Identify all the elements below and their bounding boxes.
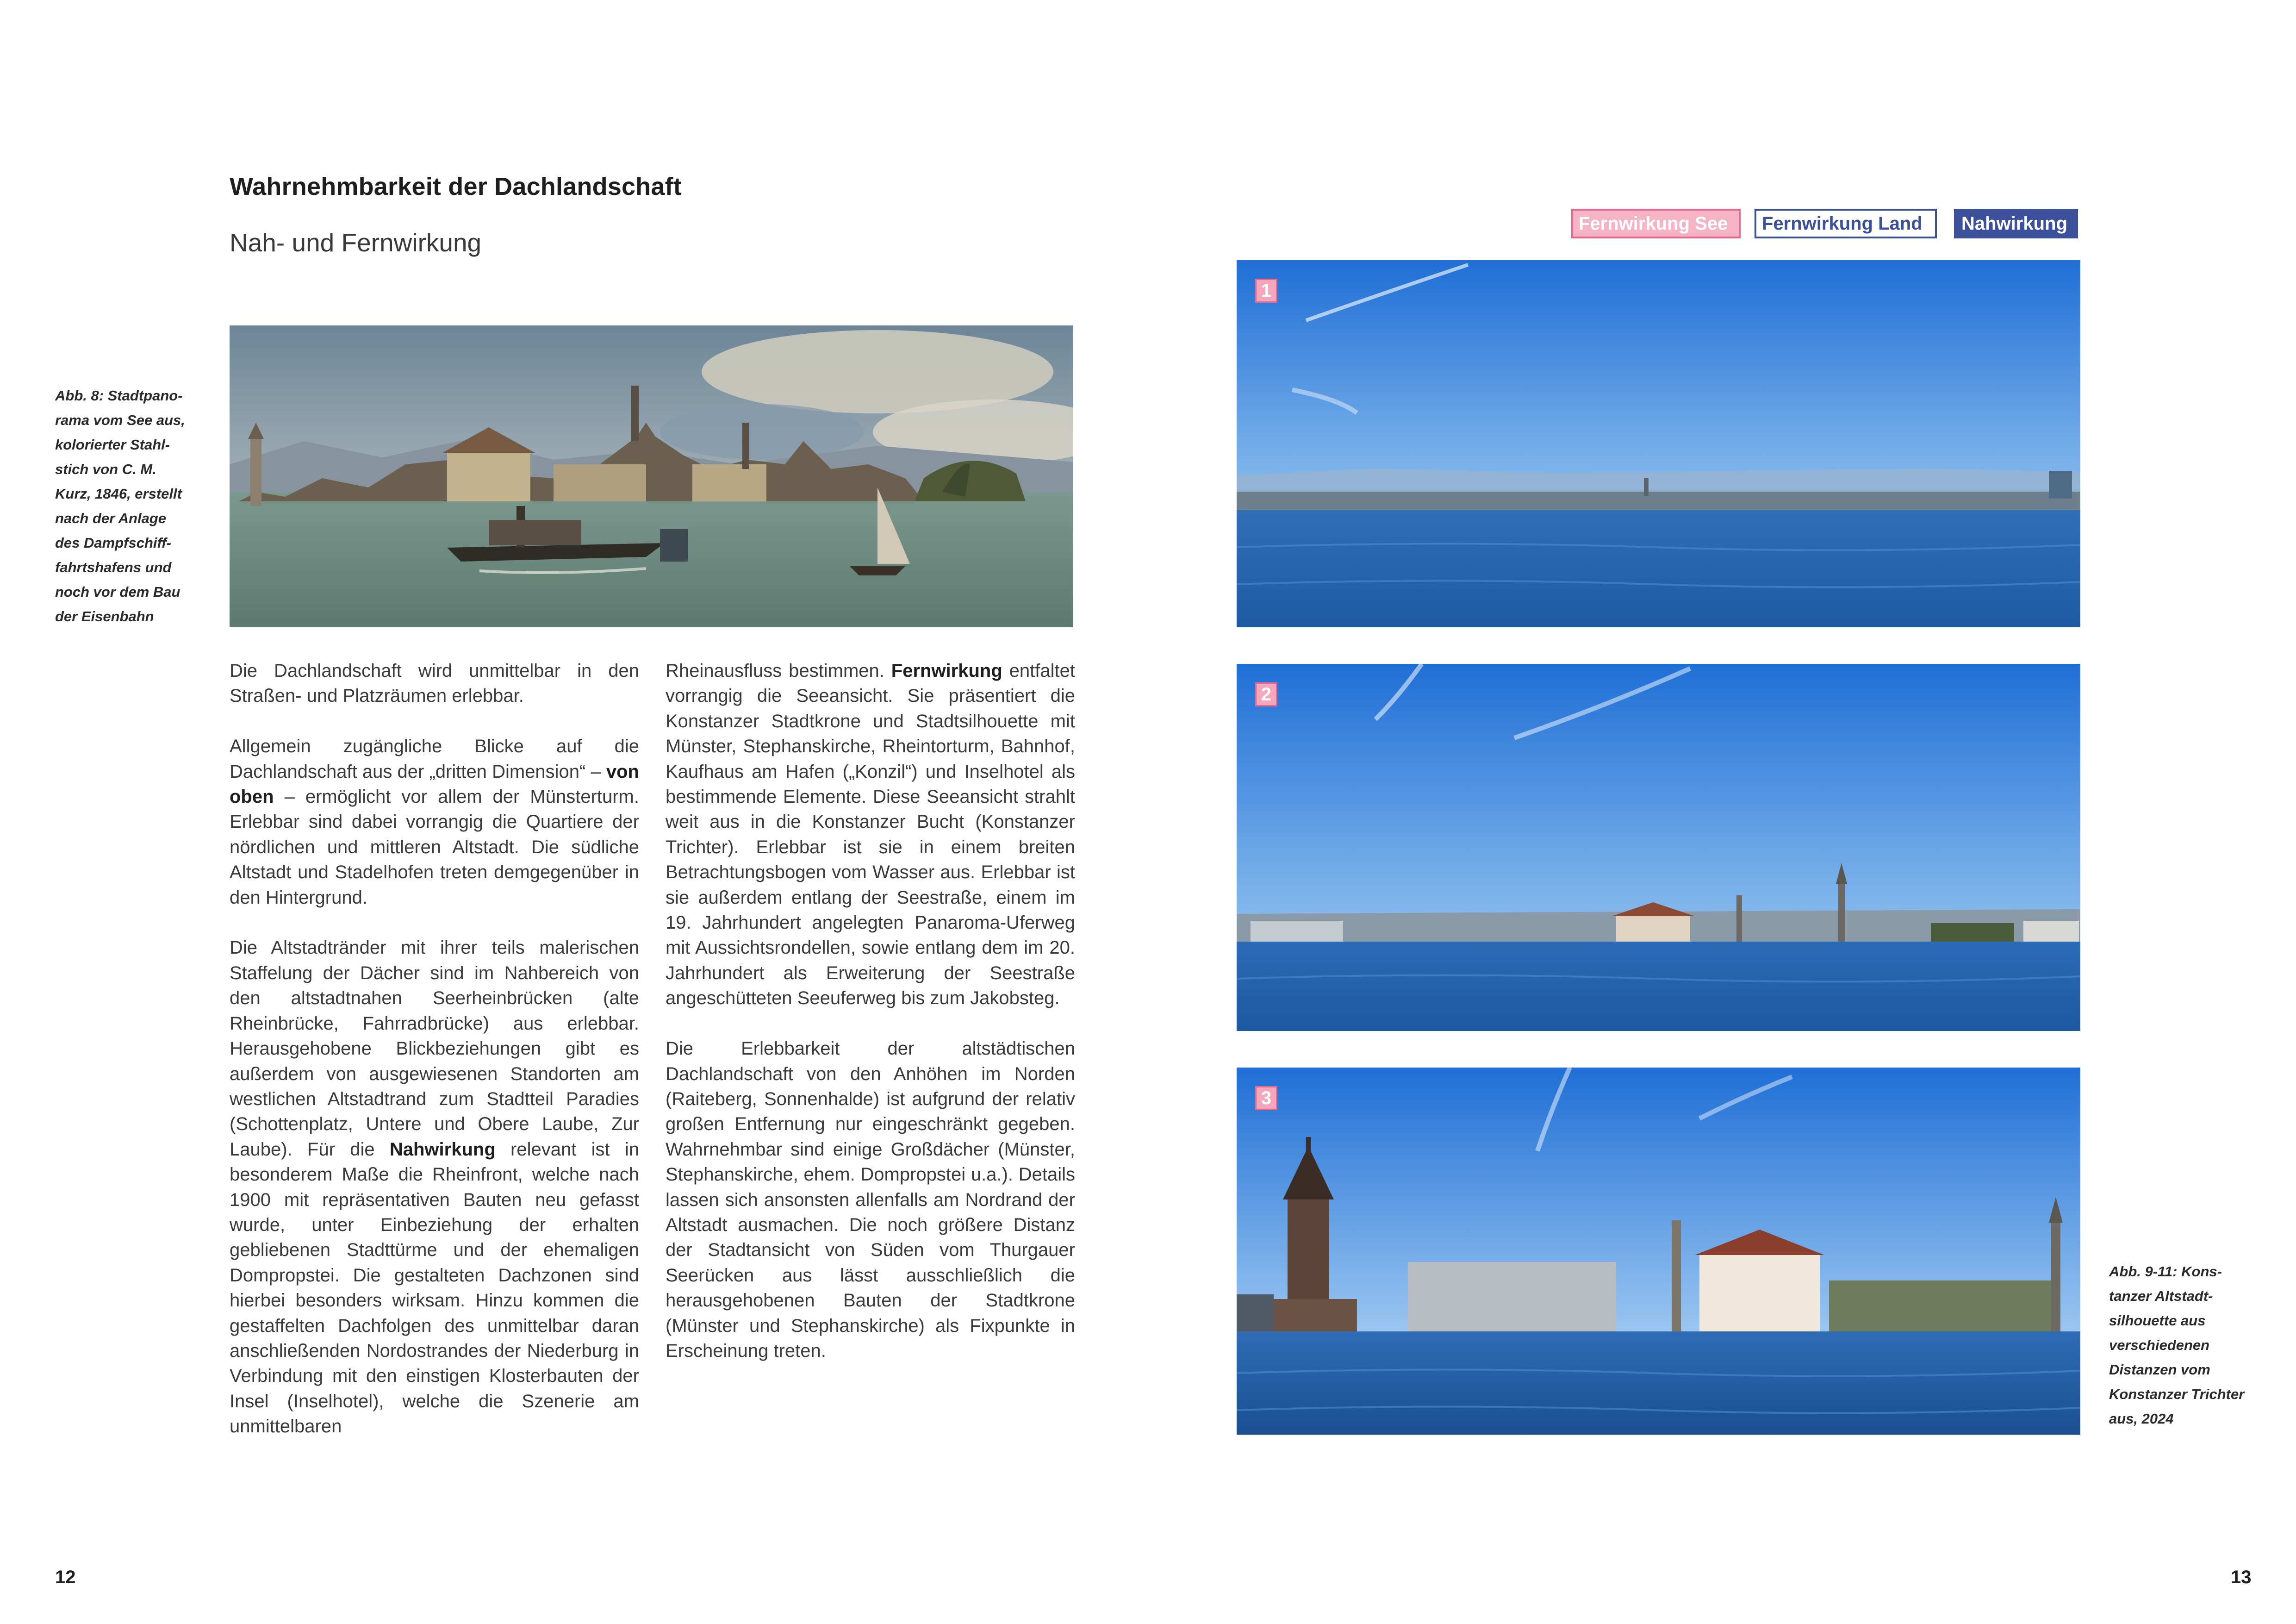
figure-caption-8: Abb. 8: Stadtpano- rama vom See aus, kolorierter Stahl- stich von C. M. Kurz, 1846, erstellt nach der Anlage des Dampfschiff- fahrtshafens und noch vor dem Bau der Eisenbahn: [55, 387, 185, 625]
paragraph-text: entfaltet vorrangig die Seeansicht. Sie präsentiert die Konstanzer Stadtkrone und Stadtsilhouette mit Münster, Stephanskirche, Rheintorturm, Bahnhof, Kaufhaus am Hafen („Konzil“) und Inselhotel als bestimmende Elemente. Diese Seeansicht strahlt weit aus in die Konstanzer Bucht (Konstanzer Trichter). Erlebbar ist sie in einem breiten Betrachtungsbogen vom Wasser aus. Erlebbar ist sie außerdem entlang der Seestraße, einem im 19. Jahrhundert angelegten Panaroma-Uferweg mit Aussichtsrondellen, sowie entlang dem im 20. Jahrhundert als Erweiterung der Seestraße angeschütteten Seeuferweg bis zum Jakobsteg. Die Erlebbarkeit der altstädtischen Dachlandschaft von den Anhöhen im Norden (Raiteberg, Sonnenhalde) ist aufgrund der relativ großen Entfernung nur eingeschränkt gegeben. Wahrnehmbar sind einige Großdächer (Münster, Stephanskirche, ehem. Dompropstei u.a.). Details lassen sich ansonsten allenfalls am Nordrand der Altstadt ausmachen. Die noch größere Distanz der Stadtansicht von Süden vom Thurgauer Seerücken aus lässt ausschließlich die herausgehobenen Bauten der Stadtkrone (Münster und Stephanskirche) als Fixpunkte in Erscheinung treten.: [666, 661, 1076, 1361]
emphasis-text: von oben: [230, 761, 639, 807]
page-title: Wahrnehmbarkeit der Dachlandschaft: [230, 173, 682, 200]
photo-badge-3: 3: [1255, 1086, 1277, 1110]
emphasis-text: Fernwirkung: [891, 661, 1002, 681]
emphasis-text: Nahwirkung: [389, 1139, 496, 1160]
paragraph-text: Rheinausfluss bestimmen.: [666, 661, 891, 681]
body-text-column-2: [666, 658, 1075, 1363]
photo-2-illustration: [1237, 664, 2080, 1031]
photo-3-illustration: [1237, 1068, 2080, 1435]
body-text-column-1: [230, 658, 639, 1439]
paragraph-text: Die Dachlandschaft wird unmittelbar in den Straßen- und Platzräumen erlebbar. Allgemein zugängliche Blicke auf die Dachlandschaft aus der „dritten Dimension“ –: [230, 661, 639, 782]
legend-fernwirkung-see: Fernwirkung See: [1571, 209, 1741, 238]
page-subtitle: Nah- und Fernwirkung: [230, 228, 482, 257]
photo-distant-skyline: [1237, 260, 2080, 627]
paragraph-text: relevant ist in besonderem Maße die Rheinfront, welche nach 1900 mit repräsentativen Bauten neu gefasst wurde, unter Einbeziehung der erhalten gebliebenen Stadttürme und der ehemaligen Dompropstei. Die gestalteten Dachzonen sind hierbei besonders wirksam. Hinzu kommen die gestaffelten Dachfolgen des unmittelbar daran anschließenden Nordostrandes der Niederburg in Verbindung mit den einstigen Klosterbauten der Insel (Inselhotel), welche die Szenerie am unmittelbaren: [230, 1139, 639, 1437]
photo-1-illustration: [1237, 260, 2080, 627]
photo-badge-1: 1: [1255, 279, 1277, 303]
page-number-right: 13: [2231, 1567, 2252, 1587]
legend-nahwirkung: Nahwirkung: [1954, 209, 2078, 238]
painting-illustration: [230, 325, 1073, 627]
paragraph-text: – ermöglicht vor allem der Münsterturm. Erlebbar sind dabei vorrangig die Quartiere der nördlichen und mittleren Altstadt. Die südliche Altstadt und Stadelhofen treten demgegenüber in den Hintergrund. Die Altstadtränder mit ihrer teils malerischen Staffelung der Dächer sind im Nahbereich von den altstadtnahen Seerheinbrücken (alte Rheinbrücke, Fahrradbrücke) aus erlebbar. Herausgehobene Blickbeziehungen gibt es außerdem von ausgewiesenen Standorten am westlichen Altstadtrand zum Stadtteil Paradies (Schottenplatz, Untere und Obere Laube, Zur Laube). Für die: [230, 787, 639, 1160]
figure-caption-9-11: Abb. 9-11: Kons- tanzer Altstadt- silhouette aus verschiedenen Distanzen vom Konstanzer Trichter aus, 2024: [2109, 1263, 2245, 1427]
photo-mid-skyline: [1237, 664, 2080, 1031]
page-number-left: 12: [55, 1567, 76, 1587]
photo-badge-2: 2: [1255, 682, 1277, 706]
photo-harbour-closeup: [1237, 1068, 2080, 1435]
painting-image: [230, 325, 1073, 627]
legend-fernwirkung-land: Fernwirkung Land: [1755, 209, 1937, 238]
